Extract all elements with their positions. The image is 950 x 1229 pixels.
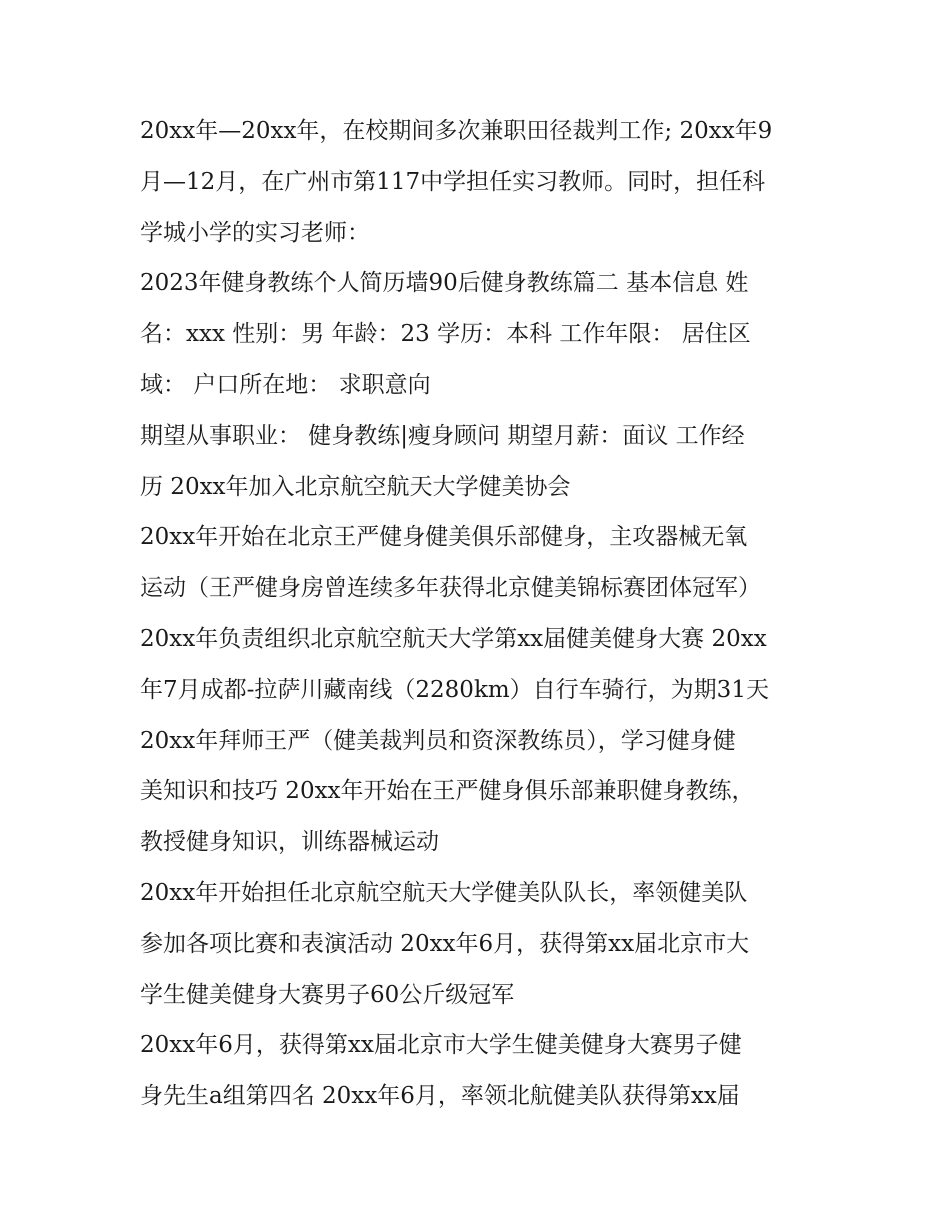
text-line: 月—12月，在广州市第117中学担任实习教师。同时，担任科 (140, 168, 766, 195)
text-line: 身先生a组第四名 20xx年6月，率领北航健美队获得第xx届 (140, 1083, 740, 1110)
text-line: 20xx年开始担任北京航空航天大学健美队队长，率领健美队 (140, 879, 748, 906)
text-line: 运动（王严健身房曾连续多年获得北京健美锦标赛团体冠军） (140, 575, 761, 602)
text-line: 20xx年负责组织北京航空航天大学第xx届健美健身大赛 20xx (140, 625, 767, 652)
text-line: 20xx年—20xx年，在校期间多次兼职田径裁判工作; 20xx年9 (140, 118, 773, 144)
text-line: 域： 户口所在地： 求职意向 (140, 371, 431, 398)
text-line: 年7月成都-拉萨川藏南线（2280km）自行车骑行，为期31天 (140, 676, 769, 703)
text-line: 20xx年6月，获得第xx届北京市大学生健美健身大赛男子健 (140, 1032, 742, 1059)
text-line: 美知识和技巧 20xx年开始在王严健身俱乐部兼职健身教练， (140, 778, 755, 805)
text-line: 教授健身知识，训练器械运动 (140, 829, 439, 856)
text-line: 20xx年拜师王严（健美裁判员和资深教练员），学习健身健 (140, 727, 736, 754)
text-line: 20xx年开始在北京王严健身健美俱乐部健身，主攻器械无氧 (140, 524, 748, 551)
text-line: 名：xxx 性别：男 年龄：23 学历：本科 工作年限： 居住区 (140, 321, 751, 348)
text-line: 2023年健身教练个人简历墙90后健身教练篇二 基本信息 姓 (140, 270, 749, 297)
text-line: 参加各项比赛和表演活动 20xx年6月，获得第xx届北京市大 (140, 930, 750, 957)
text-line: 学生健美健身大赛男子60公斤级冠军 (140, 981, 515, 1008)
document-body (140, 106, 808, 1122)
text-line: 期望从事职业： 健身教练|瘦身顾问 期望月薪：面议 工作经 (140, 422, 745, 449)
text-line: 学城小学的实习老师： (140, 219, 370, 246)
text-line: 历 20xx年加入北京航空航天大学健美协会 (140, 473, 571, 500)
